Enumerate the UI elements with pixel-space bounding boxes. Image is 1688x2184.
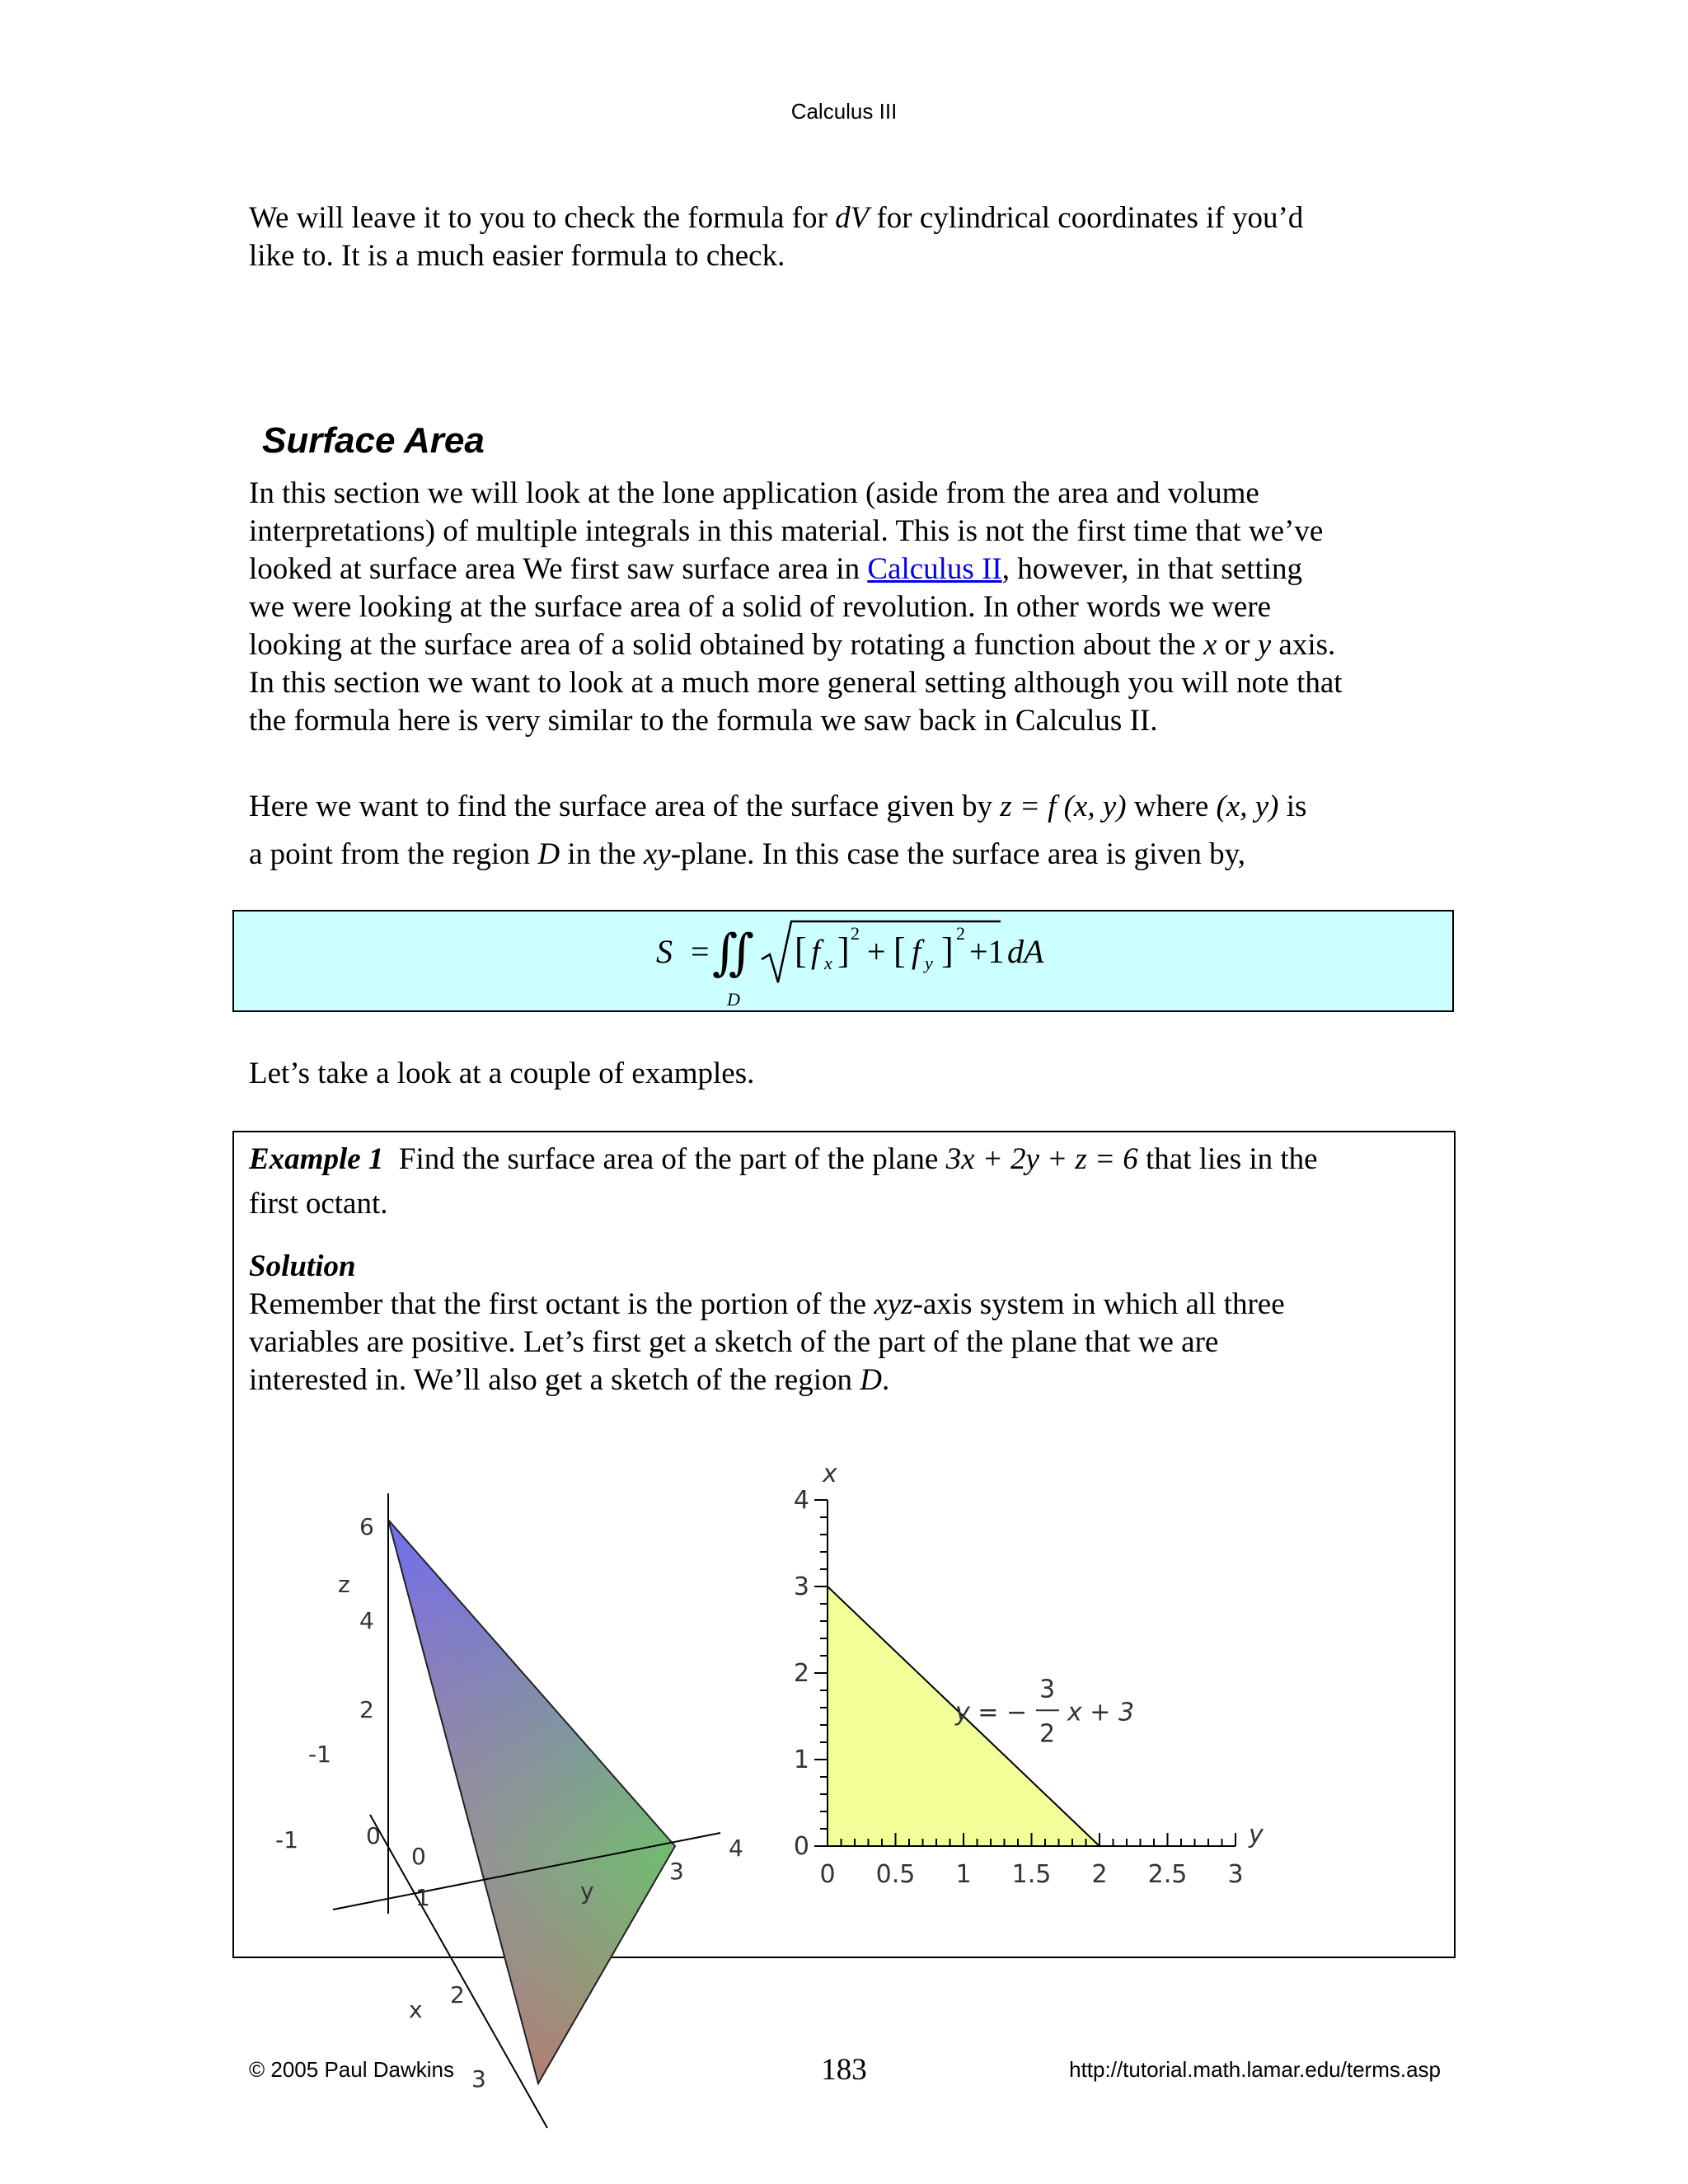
formula-fy-sub: y [925, 953, 933, 973]
formula-plus: + [867, 933, 886, 970]
intro-paragraph [249, 199, 1452, 275]
solution-text: Remember that the first octant is the portion of the [249, 1287, 874, 1321]
z-tick: 2 [359, 1696, 374, 1723]
region-d-chart [793, 1444, 1431, 1938]
intro-var: dV [835, 201, 870, 235]
plane-xy: xy [643, 837, 671, 871]
paragraph-text: is [1278, 790, 1307, 823]
example-question [249, 1137, 1436, 1226]
formula-plus-one: +1 [969, 933, 1005, 970]
example-solution [249, 1248, 1436, 1399]
x-tick-label: 1 [955, 1860, 972, 1889]
formula-dA: dA [1007, 933, 1044, 970]
z-tick: 4 [359, 1607, 374, 1634]
page-number: 183 [821, 2053, 867, 2087]
origin-mark: 0 [366, 1822, 381, 1849]
chart-x-axis-label: y [1249, 1821, 1264, 1849]
calculus-ii-link[interactable]: Calculus II [867, 552, 1002, 586]
intro-text: like to. It is a much easier formula to check. [249, 239, 785, 273]
example-text: that lies in the [1137, 1142, 1318, 1176]
section-heading: Surface Area [262, 420, 485, 461]
var-x: x [1203, 628, 1217, 662]
paragraph-text: where [1126, 790, 1217, 823]
x-tick-label: 2.5 [1147, 1860, 1188, 1889]
solution-text: interested in. We’ll also get a sketch of the region [249, 1363, 860, 1397]
paragraph-line: we were looking at the surface area of a solid of revolution. In other words we were [249, 590, 1272, 624]
region-D: D [860, 1363, 882, 1397]
example-text: first octant. [249, 1187, 388, 1221]
footer-url: http://tutorial.math.lamar.edu/terms.asp [1069, 2057, 1441, 2082]
annotation-lhs: y = − [955, 1698, 1028, 1727]
formula-S: S [656, 933, 673, 970]
surface-area-formula [234, 912, 1452, 1010]
solution-label: Solution [249, 1249, 356, 1283]
formula-equals: = [691, 933, 710, 970]
solution-text: . [881, 1363, 890, 1397]
surface-area-formula-box [232, 910, 1454, 1012]
paragraph-text: axis. [1271, 628, 1336, 662]
y-tick-label: 0 [793, 1832, 809, 1861]
x-tick-label: 3 [1227, 1860, 1244, 1889]
paragraph-text: or [1217, 628, 1258, 662]
solution-text: variables are positive. Let’s first get a sketch of the part of the plane that we are [249, 1325, 1219, 1359]
x-tick: 2 [450, 1981, 465, 2008]
bracket-open: [ [893, 930, 906, 971]
paragraph-text: looking at the surface area of a solid obtained by rotating a function about the [249, 628, 1203, 662]
x-tick: 3 [471, 2065, 486, 2093]
bracket-close: ] [837, 930, 850, 971]
paragraph-text: a point from the region [249, 837, 538, 871]
examples-intro: Let’s take a look at a couple of examples. [249, 1057, 755, 1090]
formula-fx: f [811, 933, 821, 970]
annotation-denominator: 2 [1039, 1719, 1056, 1749]
neg-tick: -1 [275, 1826, 298, 1854]
formula-region: D [727, 989, 740, 1010]
region-D: D [537, 837, 560, 871]
surface-equation: z = f (x, y) [1000, 790, 1127, 823]
formula-fy: f [912, 933, 921, 970]
x-tick-label: 1.5 [1011, 1860, 1052, 1889]
footer-copyright: © 2005 Paul Dawkins [249, 2057, 454, 2082]
x-axis-label: x [409, 1996, 423, 2023]
surface-area-intro [249, 475, 1452, 740]
y-axis-label: y [580, 1877, 594, 1905]
paragraph-line: In this section we will look at the lone application (aside from the area and volume [249, 476, 1259, 510]
x-tick-label: 2 [1091, 1860, 1108, 1889]
annotation-rhs: x + 3 [1067, 1698, 1135, 1727]
running-header: Calculus III [790, 99, 898, 124]
z-axis-label: z [338, 1571, 350, 1598]
example-label: Example 1 [249, 1142, 384, 1176]
y-tick: 3 [669, 1858, 684, 1885]
y-tick-label: 3 [793, 1572, 809, 1601]
formula-sq: 2 [956, 923, 965, 944]
z-tick: 6 [359, 1513, 374, 1540]
var-y: y [1257, 628, 1272, 662]
y-tick: 4 [729, 1835, 743, 1862]
formula-sq: 2 [851, 923, 860, 944]
x-tick-label: 0 [819, 1860, 836, 1889]
y-tick-label: 4 [793, 1486, 809, 1515]
var-xyz: xyz [874, 1287, 913, 1321]
intro-text: for cylindrical coordinates if you’d [869, 201, 1304, 235]
neg-tick: -1 [308, 1741, 331, 1768]
paragraph-text: in the [560, 837, 644, 871]
y-tick-label: 1 [793, 1746, 809, 1774]
x-tick: 1 [415, 1884, 430, 1911]
plane-shading [388, 1520, 675, 2083]
paragraph-line: the formula here is very similar to the formula we saw back in Calculus II. [249, 704, 1158, 738]
paragraph-text: , however, in that setting [1001, 552, 1303, 586]
y-tick-label: 2 [793, 1659, 809, 1688]
paragraph-text: looked at surface area We first saw surface area in [249, 552, 868, 586]
plane-equation: 3x + 2y + z = 6 [945, 1142, 1138, 1176]
solution-text: -axis system in which all three [912, 1287, 1285, 1321]
bracket-close: ] [941, 930, 954, 971]
surface-definition-paragraph [249, 783, 1452, 879]
paragraph-text: Here we want to find the surface area of the surface given by [249, 790, 1001, 823]
intro-text: We will leave it to you to check the formula for [249, 201, 836, 235]
paragraph-text: -plane. In this case the surface area is given by, [670, 837, 1245, 871]
double-integral: ∬ [712, 926, 755, 980]
chart-y-axis-label: x [823, 1460, 837, 1488]
paragraph-line: In this section we want to look at a much more general setting although you will note that [249, 666, 1343, 700]
formula-fx-sub: x [824, 953, 832, 973]
annotation-numerator: 3 [1039, 1675, 1056, 1704]
origin-mark: 0 [411, 1843, 426, 1870]
example-text: Find the surface area of the part of the plane [383, 1142, 946, 1176]
bracket-open: [ [795, 930, 807, 971]
x-tick-label: 0.5 [875, 1860, 916, 1889]
paragraph-line: interpretations) of multiple integrals in this material. This is not the first time that we’ve [249, 514, 1324, 548]
point-xy: (x, y) [1216, 790, 1279, 823]
